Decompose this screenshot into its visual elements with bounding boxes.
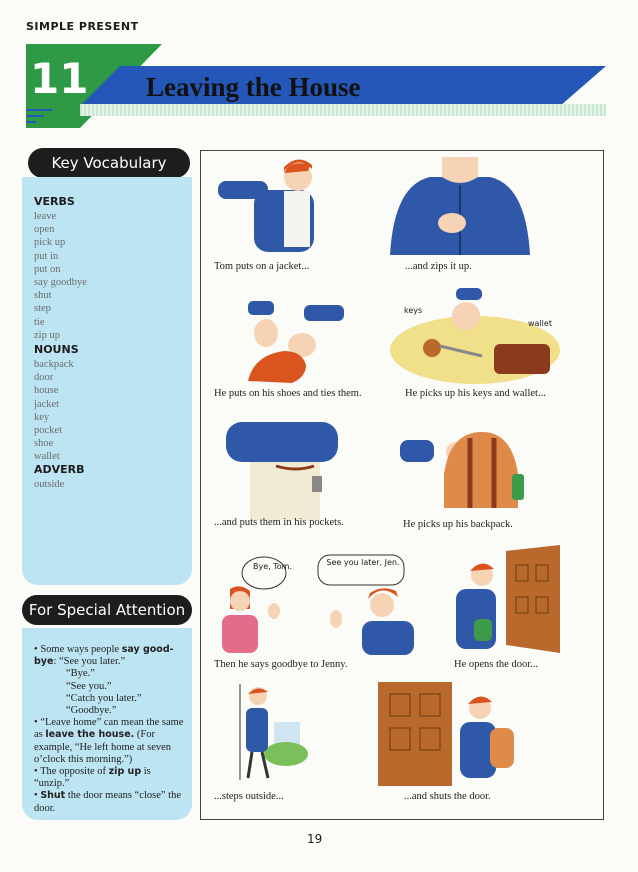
backpack-illustration <box>400 418 530 518</box>
adverb-heading: ADVERB <box>34 463 85 476</box>
jacket-illustration <box>214 155 344 255</box>
zip-jacket-illustration <box>380 155 540 255</box>
lesson-number: 11 <box>30 54 89 103</box>
vocab-word: pocket <box>34 425 62 437</box>
open-door-illustration <box>452 545 564 653</box>
goodbye-illustration <box>212 555 412 655</box>
keys-wallet-illustration <box>390 288 560 388</box>
note-quote: “Bye.” <box>66 668 95 680</box>
caption-p9: ...steps outside... <box>214 791 284 802</box>
vocab-word: zip up <box>34 329 60 341</box>
keys-label: keys <box>404 306 423 315</box>
vocab-word: backpack <box>34 359 74 370</box>
steps-outside-illustration <box>238 684 308 780</box>
note-goodbye: • Some ways people say good-bye: “See you later.” <box>34 644 174 668</box>
vocab-word: jacket <box>34 398 60 410</box>
note-quote: “Catch you later.” <box>66 692 142 704</box>
vocab-word: wallet <box>34 451 60 463</box>
caption-p6: He picks up his backpack. <box>403 519 513 530</box>
page-number: 19 <box>307 832 323 846</box>
caption-p2: ...and zips it up. <box>405 261 472 272</box>
caption-p4: He picks up his keys and wallet... <box>405 388 546 399</box>
vocab-word: outside <box>34 479 65 490</box>
vocab-word: house <box>34 385 59 397</box>
note-unzip: • The opposite of zip up is “unzip.” <box>34 766 151 790</box>
note-quote: “See you.” <box>66 680 112 692</box>
wallet-label: wallet <box>528 319 552 328</box>
shut-door-illustration <box>378 682 522 786</box>
vocab-word: put on <box>34 263 61 275</box>
vocab-word: key <box>34 411 50 423</box>
caption-p10: ...and shuts the door. <box>404 791 491 802</box>
title-stripe <box>80 104 606 116</box>
key-vocabulary-panel <box>22 177 192 585</box>
vocab-word: say goodbye <box>34 277 87 289</box>
vocab-word: open <box>34 224 55 236</box>
caption-p5: ...and puts them in his pockets. <box>214 517 344 528</box>
vocab-word: leave <box>34 211 57 222</box>
unit-label: SIMPLE PRESENT <box>26 20 139 33</box>
note-shut: • Shut the door means “close” the door. <box>34 790 181 814</box>
verbs-heading: VERBS <box>34 195 75 208</box>
caption-p7: Then he says goodbye to Jenny. <box>214 659 348 670</box>
pockets-illustration <box>226 420 338 520</box>
speech-bubble-tom: See you later, Jen. <box>326 558 400 567</box>
special-attention-panel <box>22 628 192 820</box>
vocab-word: put in <box>34 250 59 262</box>
caption-p3: He puts on his shoes and ties them. <box>214 388 362 399</box>
vocab-word: tie <box>34 316 45 328</box>
caption-p8: He opens the door... <box>454 659 538 670</box>
page-title: Leaving the House <box>146 72 361 102</box>
vocab-word: shoe <box>34 438 54 450</box>
nouns-heading: NOUNS <box>34 343 79 356</box>
special-attention-heading: For Special Attention <box>22 595 192 625</box>
vocab-word: pick up <box>34 237 66 249</box>
note-leave-home: • “Leave home” can mean the same as leave the house. (For example, “He left home at seven o’clock this morning.”) <box>34 717 184 765</box>
shoes-illustration <box>244 285 354 385</box>
vocab-word: door <box>34 372 54 384</box>
note-quote: “Goodbye.” <box>66 705 117 717</box>
vocab-word: shut <box>34 290 52 302</box>
speech-bubble-jenny: Bye, Tom. <box>253 562 292 571</box>
caption-p1: Tom puts on a jacket... <box>214 261 310 272</box>
vocab-word: step <box>34 303 51 315</box>
key-vocabulary-heading: Key Vocabulary <box>28 148 190 178</box>
